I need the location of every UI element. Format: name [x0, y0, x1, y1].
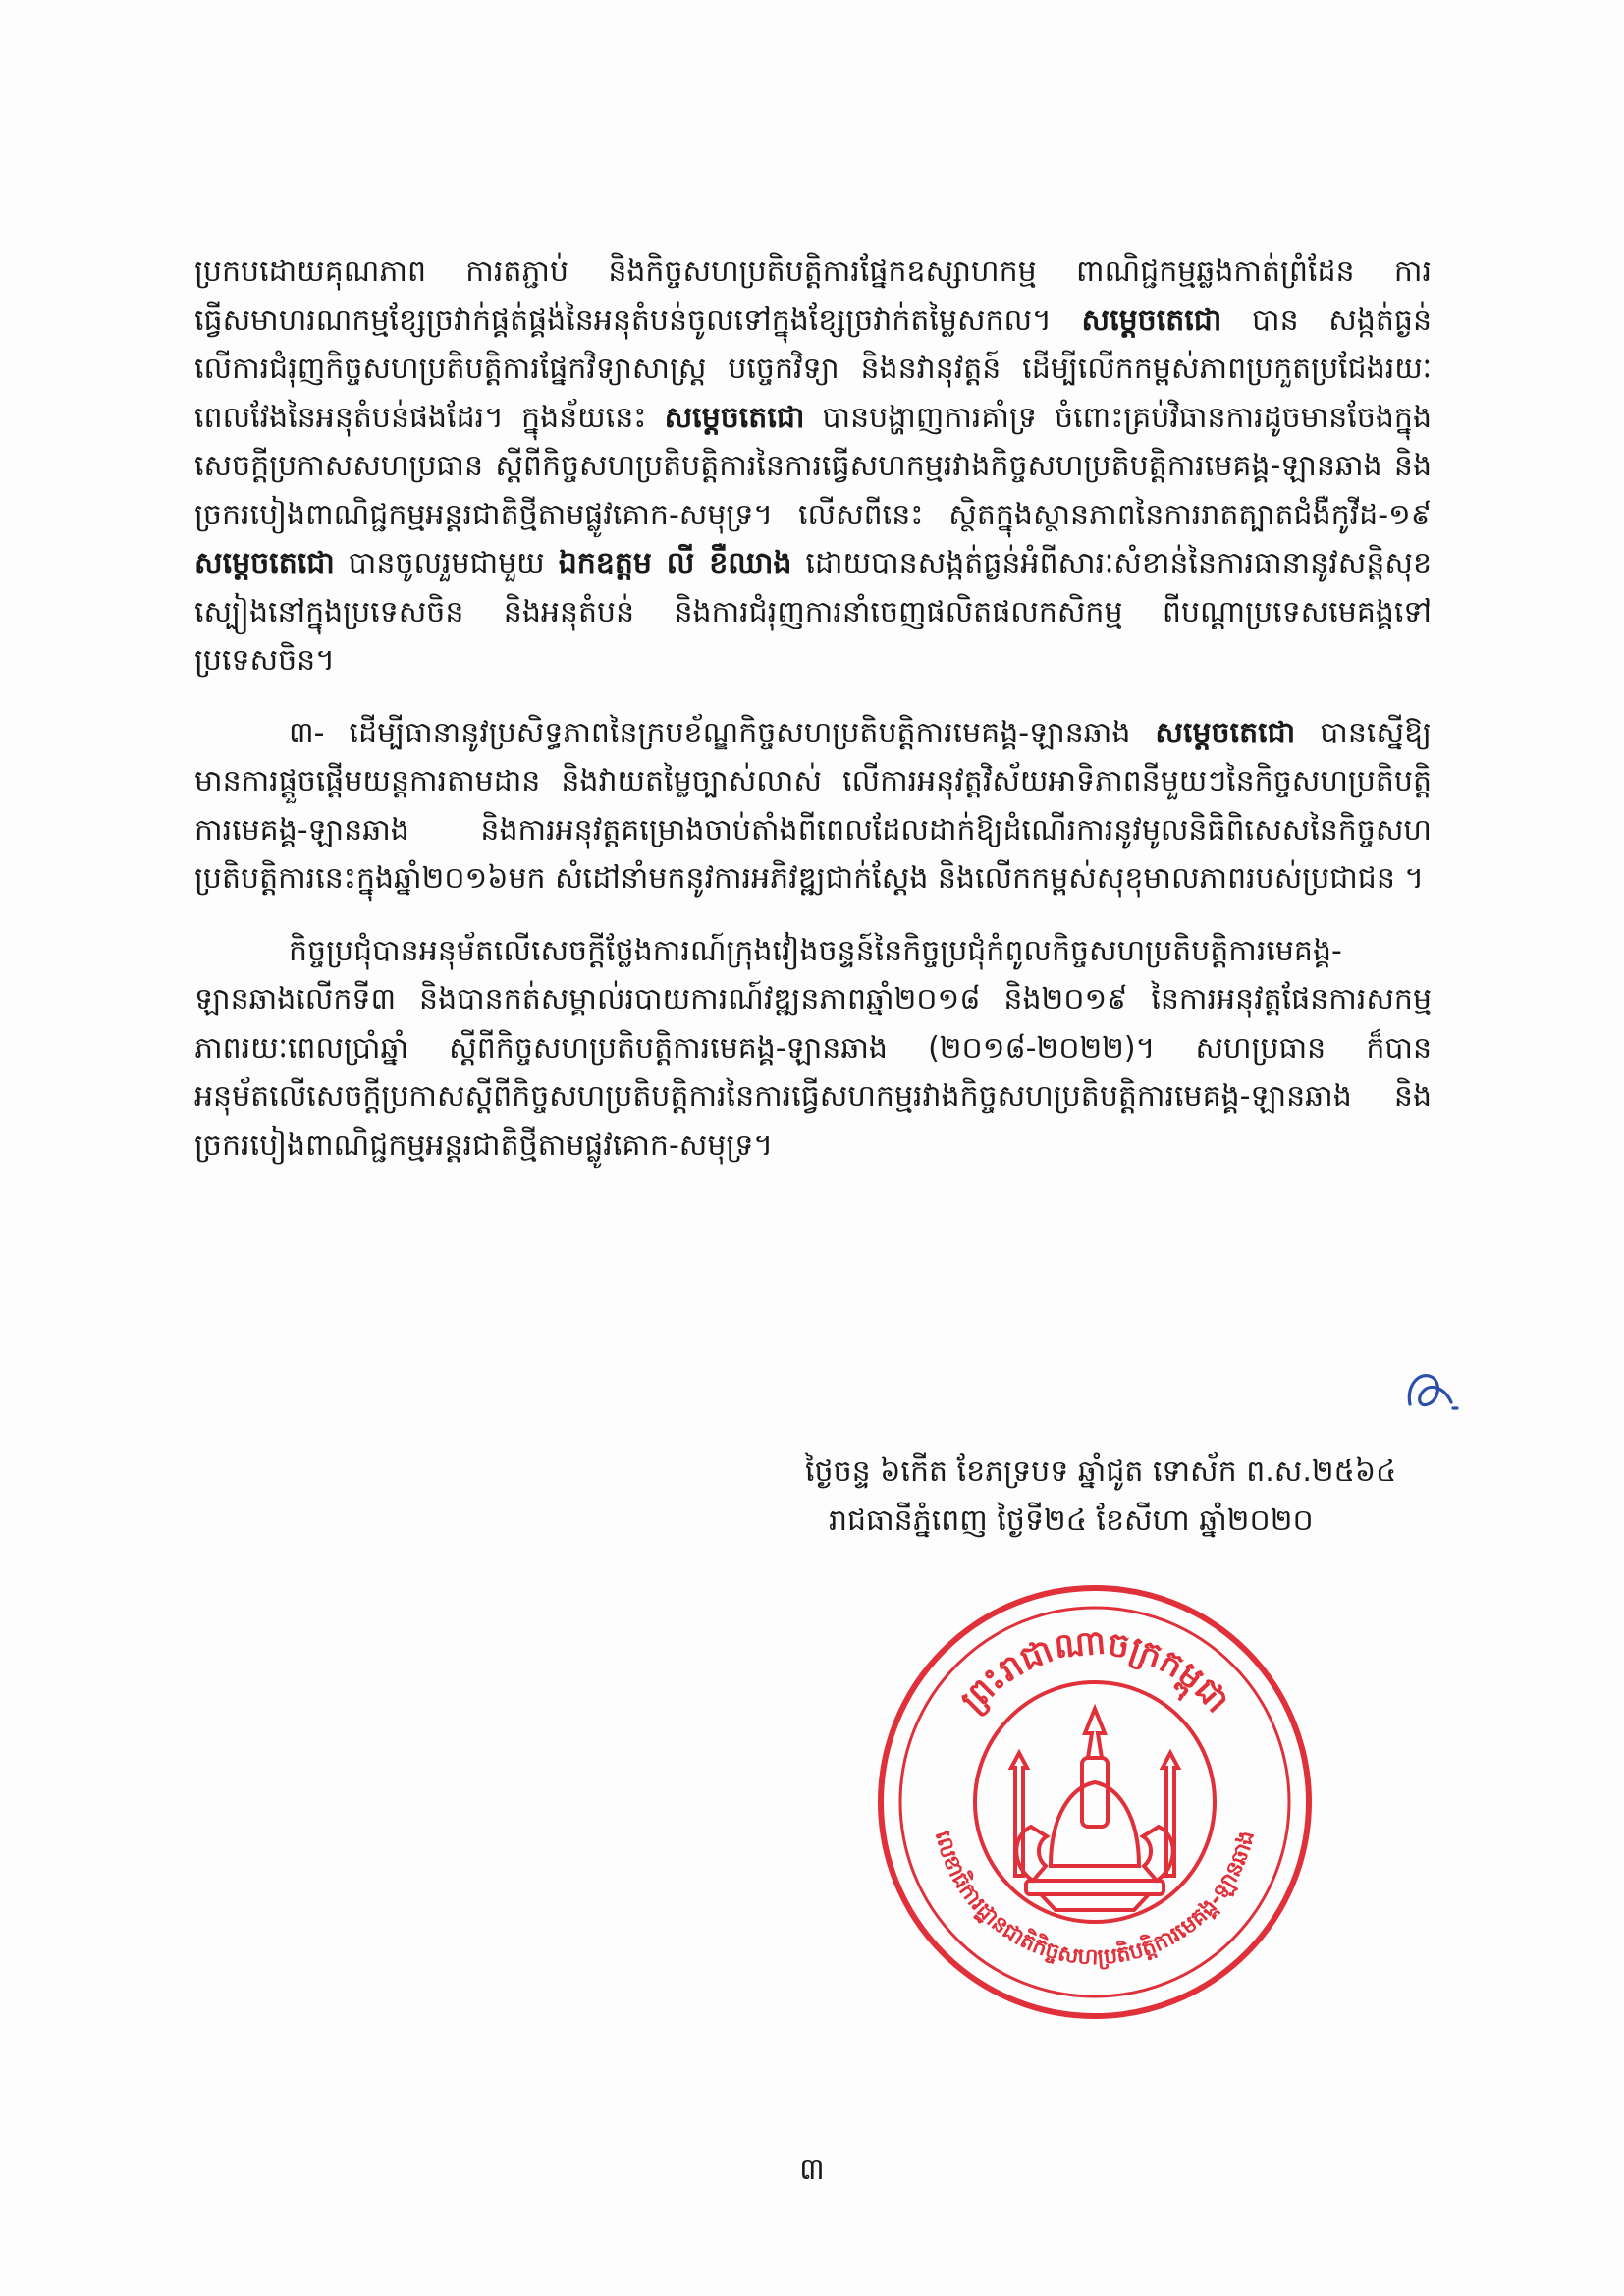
- handwritten-initials-icon: [1402, 1365, 1471, 1420]
- text-run: ប្រកបដោយគុណភាព ការតភ្ជាប់ និងកិច្ចសហប្រតិបត្តិការផ្នែកឧស្សាហកម្ម ពាណិជ្ជកម្មឆ្លងកាត់ព្រំដែន ការធ្វើសមាហរណកម្មខ្សែច្រវាក់ផ្គត់ផ្គង់នៃអនុតំបន់ចូលទៅក្នុងខ្សែច្រវាក់តម្លៃសកល។: [194, 254, 1432, 338]
- body-text: [194, 247, 1432, 1193]
- date-block: [805, 1448, 1434, 1546]
- paragraph: [194, 927, 1432, 1171]
- paragraph: [194, 247, 1432, 685]
- text-run: បានចូលរួមជាមួយ: [334, 546, 559, 580]
- bold-text: សម្តេចតេជោ: [194, 546, 335, 580]
- text-run: បានស្នើឱ្យមានការផ្តួចផ្តើមយន្តការតាមដាន និងវាយតម្លៃច្បាស់លាស់ លើការអនុវត្តវិស័យអាទិភាពនីមួយៗនៃកិច្ចសហប្រតិបត្តិការមេគង្គ-ឡានឆាង និងការអនុវត្តគម្រោងចាប់តាំងពីពេលដែលដាក់ឱ្យដំណើរការនូវមូលនិធិពិសេសនៃកិច្ចសហប្រតិបត្តិការនេះក្នុងឆ្នាំ២០១៦មក សំដៅនាំមកនូវការអភិវឌ្ឍជាក់ស្តែង និងលើកកម្ពស់សុខុមាលភាពរបស់ប្រជាជន ។: [194, 715, 1432, 896]
- solar-date: រាជធានីភ្នំពេញ ថ្ងៃទី២៤ ខែសីហា ឆ្នាំ២០២០: [829, 1503, 1314, 1538]
- bold-text: សម្តេចតេជោ: [1155, 715, 1296, 750]
- text-run: បាន សង្កត់ធ្ងន់លើការជំរុញកិច្ចសហប្រតិបត្តិការផ្នែកវិទ្យាសាស្ត្រ បច្ចេកវិទ្យា និងនវានុវត្តន៍ ដើម្បីលើកកម្ពស់ភាពប្រកួតប្រជែងរយៈពេលវែងនៃអនុតំបន់ផងដែរ។ ក្នុងន័យនេះ: [194, 302, 1432, 435]
- official-seal-icon: [864, 1571, 1326, 2033]
- page-number: ៣: [799, 2153, 825, 2187]
- text-run: ដោយបានសង្កត់ធ្ងន់អំពីសារៈសំខាន់នៃការធានានូវសន្តិសុខស្បៀងនៅក្នុងប្រទេសចិន និងអនុតំបន់ និងការជំរុញការនាំចេញផលិតផលកសិកម្ម ពីបណ្តាប្រទេសមេគង្គទៅប្រទេសចិន។: [194, 546, 1432, 678]
- lunar-date: ថ្ងៃចន្ទ ៦កើត ខែភទ្របទ ឆ្នាំជូត ទោស័ក ព.ស.២៥៦៤: [805, 1454, 1397, 1489]
- text-run: កិច្ចប្រជុំបានអនុម័តលើសេចក្តីថ្លែងការណ៍ក្រុងវៀងចន្ទន៍នៃកិច្ចប្រជុំកំពូលកិច្ចសហប្រតិបត្តិការមេគង្គ-ឡានឆាងលើកទី៣ និងបានកត់សម្គាល់របាយការណ៍វឌ្ឍនភាពឆ្នាំ២០១៨ និង២០១៩ នៃការអនុវត្តផែនការសកម្មភាពរយៈពេលប្រាំឆ្នាំ ស្តីពីកិច្ចសហប្រតិបត្តិការមេគង្គ-ឡានឆាង (២០១៨-២០២២)។ សហប្រធាន ក៏បានអនុម័តលើសេចក្តីប្រកាសស្តីពីកិច្ចសហប្រតិបត្តិការនៃការធ្វើសហកម្មរវាងកិច្ចសហប្រតិបត្តិការមេគង្គ-ឡានឆាង និងច្រករបៀងពាណិជ្ជកម្មអន្តរជាតិថ្មីតាមផ្លូវគោក-សមុទ្រ។: [194, 933, 1432, 1163]
- bold-text: សម្តេចតេជោ: [664, 400, 805, 435]
- seal-bottom-text: លេខាធិការដ្ឋានជាតិកិច្ចសហប្រតិបត្តិការមេគង្គ-ឡានឆាង: [929, 1828, 1260, 1971]
- bold-text: ឯកឧត្តម លី ខឺឈាង: [558, 546, 792, 580]
- royal-emblem-icon: [1011, 1709, 1178, 1910]
- text-run: បានបង្ហាញការគាំទ្រ ចំពោះគ្រប់វិធានការដូចមានចែងក្នុងសេចក្តីប្រកាសសហប្រធាន ស្តីពីកិច្ចសហប្រតិបត្តិការនៃការធ្វើសហកម្មរវាងកិច្ចសហប្រតិបត្តិការមេគង្គ-ឡានឆាង និងច្រករបៀងពាណិជ្ជកម្មអន្តរជាតិថ្មីតាមផ្លូវគោក-សមុទ្រ។ លើសពីនេះ ស្ថិតក្នុងស្ថានភាពនៃការរាតត្បាតជំងឺកូវីដ-១៩: [194, 400, 1432, 532]
- text-run: ៣- ដើម្បីធានានូវប្រសិទ្ធភាពនៃក្របខ័ណ្ឌកិច្ចសហប្រតិបត្តិការមេគង្គ-ឡានឆាង: [289, 715, 1156, 750]
- bold-text: សម្តេចតេជោ: [1081, 302, 1222, 338]
- seal-top-text: ព្រះរាជាណាចក្រកម្ពុជា: [952, 1622, 1237, 1721]
- paragraph: [194, 709, 1432, 903]
